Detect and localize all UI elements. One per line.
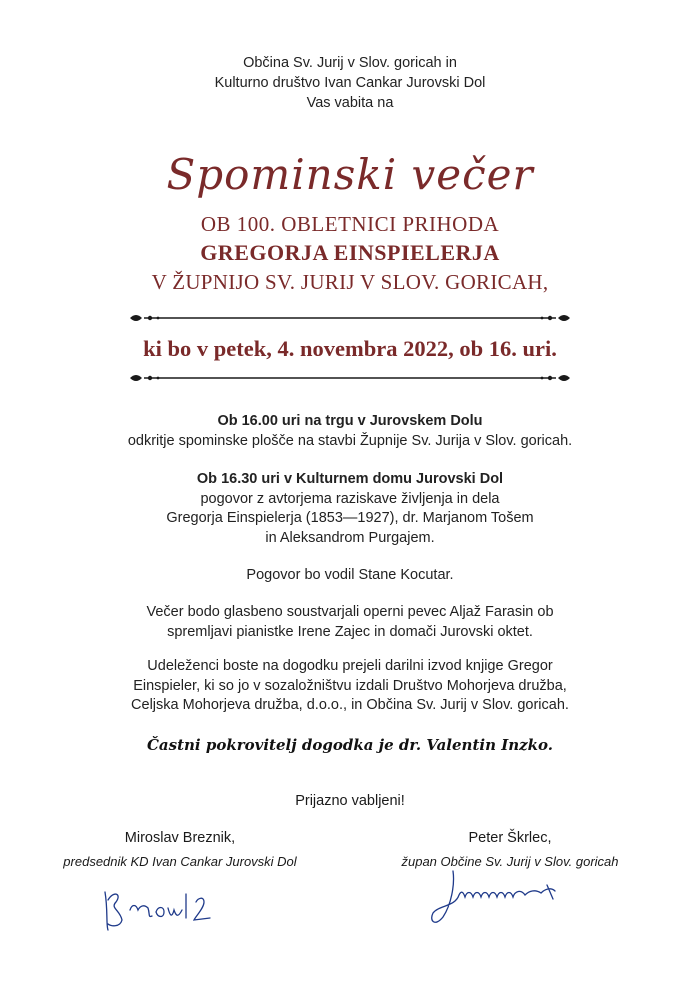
ornamental-divider-bottom	[128, 372, 572, 384]
event1-text: odkritje spominske plošče na stavbi Župnije Sv. Jurija v Slov. goricah.	[127, 432, 573, 449]
event2-line-1: pogovor z avtorjema raziskave življenja in dela	[200, 490, 500, 507]
intro-block	[0, 53, 700, 113]
signatory-right-role: župan Občine Sv. Jurij v Slov. goricah	[401, 854, 619, 869]
ornamental-divider-top	[128, 312, 572, 324]
music-block	[0, 603, 700, 642]
event-date: ki bo v petek, 4. novembra 2022, ob 16. uri.	[143, 336, 557, 361]
event2-line-2: Gregorja Einspielerja (1853—1927), dr. Marjanom Tošem	[166, 510, 534, 526]
music-line-2: spremljavi pianistke Irene Zajec in domači Jurovski oktet.	[167, 623, 533, 640]
music-line-1: Večer bodo glasbeno soustvarjali operni pevec Aljaž Farasin ob	[146, 604, 554, 620]
intro-line-2: Kulturno društvo Ivan Cankar Jurovski Dol	[214, 75, 486, 91]
parish-line: V ŽUPNIJO SV. JURIJ V SLOV. GORICAH,	[151, 270, 549, 294]
signatory-left-name: Miroslav Breznik,	[124, 830, 236, 846]
event-title: Spominski večer	[166, 150, 534, 199]
moderator-line: Pogovor bo vodil Stane Kocutar.	[246, 567, 454, 583]
signatory-right-name: Peter Škrlec,	[468, 830, 552, 846]
book-line-2: Einspieler, ki so jo v sozaložništvu izdali Društvo Mohorjeva družba,	[133, 677, 567, 694]
event1-title: Ob 16.00 uri na trgu v Jurovskem Dolu	[217, 413, 483, 429]
signatory-left-role: predsednik KD Ivan Cankar Jurovski Dol	[63, 854, 297, 869]
book-line-1: Udeleženci boste na dogodku prejeli darilni izvod knjige Gregor	[147, 658, 553, 674]
event2-block	[0, 470, 700, 548]
event1-block	[0, 412, 700, 451]
signatory-left	[30, 826, 330, 874]
closing-greeting: Prijazno vabljeni!	[295, 793, 405, 809]
event2-title: Ob 16.30 uri v Kulturnem domu Jurovski Dol	[196, 471, 504, 487]
book-line-3: Celjska Mohorjeva družba, d.o.o., in Občina Sv. Jurij v Slov. goricah.	[131, 697, 569, 713]
honorary-patron: Častni pokrovitelj dogodka je dr. Valentin Inzko.	[146, 736, 554, 754]
signature-left	[100, 880, 230, 940]
anniversary-line: OB 100. OBLETNICI PRIHODA	[200, 212, 500, 236]
intro-line-1: Občina Sv. Jurij v Slov. goricah in	[243, 55, 457, 71]
book-block	[0, 657, 700, 716]
signature-right	[425, 865, 585, 945]
event2-line-3: in Aleksandrom Purgajem.	[265, 529, 435, 546]
intro-line-3: Vas vabita na	[306, 95, 394, 111]
honoree-name: GREGORJA EINSPIELERJA	[200, 240, 500, 265]
